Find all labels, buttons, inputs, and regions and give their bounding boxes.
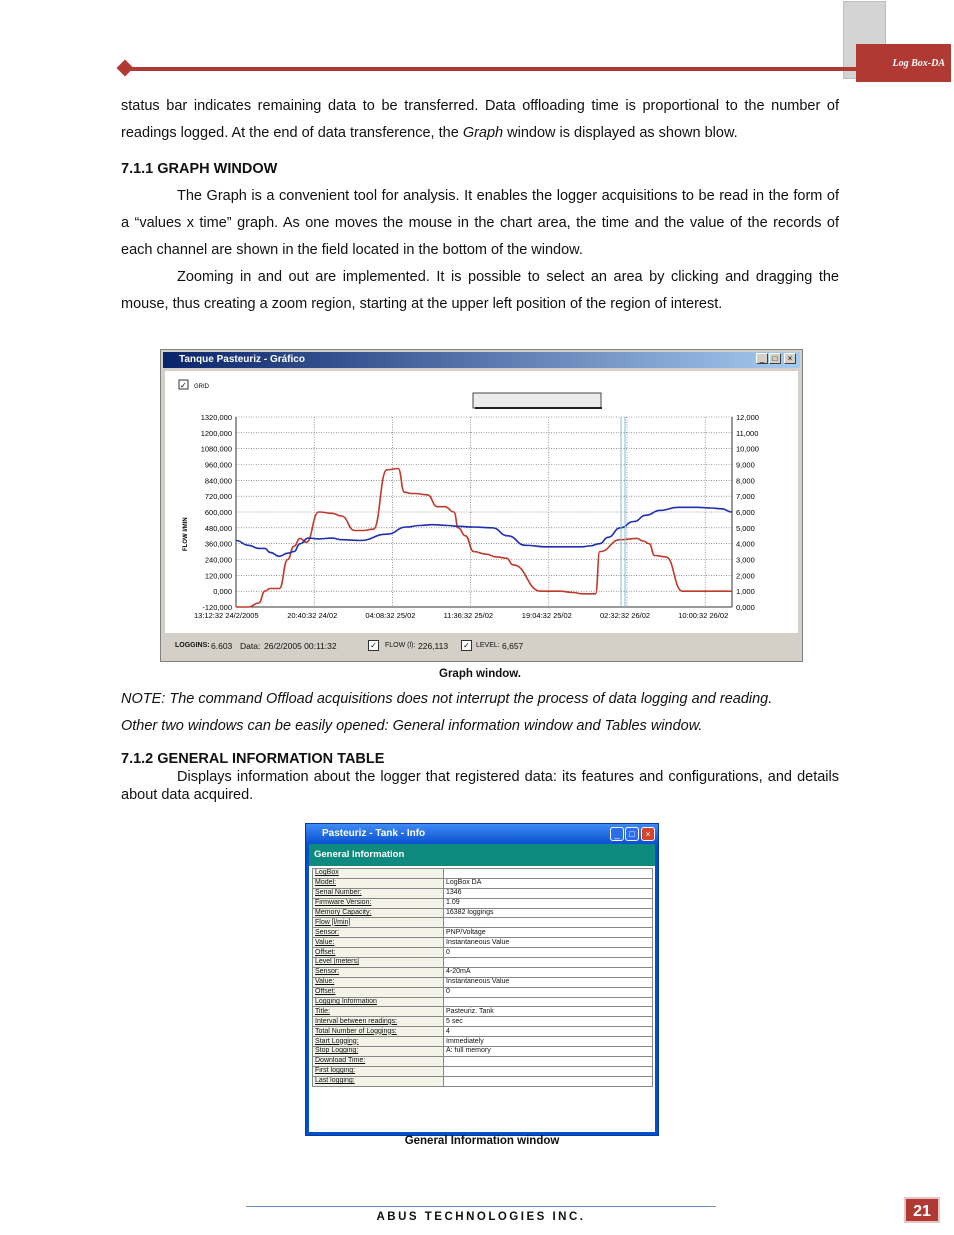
y-tick-label-left: 720,000 [204, 492, 232, 502]
row-value: 4-20mA [444, 967, 653, 977]
series-line-level [236, 507, 732, 556]
row-key: Interval between readings: [313, 1017, 444, 1027]
grid-label: GRID [194, 384, 209, 390]
table-row [313, 1037, 653, 1047]
graph-status-bar [165, 635, 798, 657]
graph-window [160, 349, 803, 662]
y-tick-label-left: 840,000 [204, 476, 232, 486]
row-value [444, 958, 653, 968]
y-tick-label-left: 1200,000 [200, 428, 232, 438]
row-key: Offset: [313, 948, 444, 958]
y-tick-label-right: 0,000 [736, 603, 755, 612]
page-number: 21 [904, 1197, 940, 1223]
x-tick-label: 19:04:32 25/02 [521, 611, 572, 620]
level-checkbox[interactable]: ✓ [461, 640, 472, 651]
intro-text: status bar indicates remaining data to be transferred. Data offloading time is proportional to the number of readings logged. At the end of data transference, the [121, 98, 839, 141]
y-tick-label-right: 9,000 [736, 460, 755, 470]
window-title: Tanque Pasteuriz - Gráfico [179, 354, 305, 365]
table-row [313, 1066, 653, 1076]
table-row [313, 869, 653, 879]
info-section-header: General Information [309, 844, 655, 866]
note-line-1: NOTE: The command Offload acquisitions does not interrupt the process of data logging and reading. [121, 691, 773, 707]
y-tick-label-left: 0,000 [213, 587, 232, 597]
row-value [444, 1066, 653, 1076]
footer-rule [246, 1206, 716, 1207]
y-tick-label-left: 480,000 [204, 523, 232, 533]
graph-caption: Graph window. [439, 668, 521, 680]
maximize-button[interactable]: □ [769, 353, 781, 364]
minimize-button[interactable]: _ [610, 827, 624, 841]
y-tick-label-left: 960,000 [204, 460, 232, 470]
info-caption: General Information window [404, 1135, 560, 1147]
intro-paragraph [121, 93, 839, 147]
table-row [313, 1017, 653, 1027]
table-row [313, 977, 653, 987]
row-key: Model: [313, 878, 444, 888]
data-label: Data: [240, 641, 261, 651]
x-tick-label: 04:08:32 25/02 [365, 611, 416, 620]
flow-checkbox[interactable]: ✓ [368, 640, 379, 651]
y-tick-label-left: 1320,000 [200, 413, 232, 422]
table-row [313, 1056, 653, 1066]
y-tick-label-right: 10,000 [736, 444, 759, 454]
row-value: 5 sec [444, 1017, 653, 1027]
info-window [305, 823, 659, 1136]
row-key: Stop Logging: [313, 1047, 444, 1057]
row-value [444, 869, 653, 879]
row-key: LogBox [313, 869, 444, 879]
loggins-value: 6.603 [211, 641, 233, 651]
value-readout-box [473, 393, 601, 408]
y-tick-label-left: 360,000 [204, 539, 232, 549]
row-key: Title: [313, 1007, 444, 1017]
footer-company: ABUS TECHNOLOGIES INC. [376, 1211, 586, 1223]
y-tick-label-right: 4,000 [736, 539, 755, 549]
x-tick-label: 13:12:32 24/2/2005 [194, 611, 259, 620]
row-key: Flow [l/min] [313, 918, 444, 928]
y-tick-label-left: 600,000 [204, 508, 232, 517]
y-tick-label-right: 8,000 [736, 476, 755, 486]
row-value [444, 997, 653, 1007]
table-row [313, 987, 653, 997]
x-tick-label: 10:00:32 26/02 [678, 611, 729, 620]
brand-label: Log Box-DA [856, 44, 951, 82]
row-key: Value: [313, 977, 444, 987]
row-value [444, 918, 653, 928]
row-key: Firmware Version: [313, 898, 444, 908]
info-window-titlebar[interactable] [306, 824, 658, 844]
table-row [313, 898, 653, 908]
level-label: LEVEL: [476, 642, 500, 649]
y-tick-label-left: 120,000 [204, 571, 232, 581]
line-chart[interactable] [165, 371, 798, 633]
intro-tail: window is displayed as shown blow. [503, 125, 738, 141]
y-tick-label-left: 1080,000 [200, 444, 232, 454]
row-value: 1346 [444, 888, 653, 898]
flow-value: 226,113 [418, 641, 449, 651]
y-tick-label-right: 3,000 [736, 555, 755, 565]
table-row [313, 918, 653, 928]
maximize-button[interactable]: □ [625, 827, 639, 841]
section-heading-info: 7.1.2 GENERAL INFORMATION TABLE [121, 751, 385, 767]
y-tick-label-right: 11,000 [736, 428, 759, 438]
row-value: 1.09 [444, 898, 653, 908]
row-key: Sensor: [313, 928, 444, 938]
checkmark-icon: ✓ [180, 381, 187, 390]
note-line-2: Other two windows can be easily opened: General information window and Tables window. [121, 718, 703, 734]
row-value: Instantaneous Value [444, 977, 653, 987]
row-key: Level [meters] [313, 958, 444, 968]
intro-italic: Graph [462, 125, 504, 141]
row-key: Serial Number: [313, 888, 444, 898]
table-row [313, 1076, 653, 1086]
graph-area [165, 371, 798, 633]
row-value: 0 [444, 987, 653, 997]
chart-grid [236, 417, 732, 607]
info-paragraph: Displays information about the logger that registered data: its features and configurations, and details about data acquired. [121, 769, 839, 803]
y-tick-label-right: 5,000 [736, 523, 755, 533]
info-content [309, 844, 655, 1132]
table-row [313, 938, 653, 948]
loggins-label: LOGGINS: [175, 642, 210, 649]
y-tick-label-right: 2,000 [736, 571, 755, 581]
row-value: Instantaneous Value [444, 938, 653, 948]
y-axis-title: FLOW l/MIN [183, 517, 189, 551]
y-tick-label-left: 240,000 [204, 555, 232, 565]
y-tick-label-left: -120,000 [202, 603, 232, 612]
y-tick-label-right: 12,000 [736, 413, 759, 422]
close-button[interactable]: × [641, 827, 655, 841]
table-row [313, 928, 653, 938]
row-key: First logging: [313, 1066, 444, 1076]
header-rule [124, 67, 856, 71]
info-table [312, 868, 653, 1087]
table-row [313, 1027, 653, 1037]
row-value: Pasteuriz. Tank [444, 1007, 653, 1017]
y-tick-label-right: 6,000 [736, 508, 755, 517]
diamond-marker-icon [117, 60, 134, 77]
row-value: 4 [444, 1027, 653, 1037]
section-heading-graph: 7.1.1 GRAPH WINDOW [121, 161, 278, 177]
graph-paragraph-2: Zooming in and out are implemented. It is possible to select an area by clicking and dragging the mouse, thus creating a zoom region, starting at the upper left position of the region of interest. [121, 269, 839, 312]
row-value: PNP/Voltage [444, 928, 653, 938]
row-key: Sensor: [313, 967, 444, 977]
table-row [313, 997, 653, 1007]
row-key: Start Logging: [313, 1037, 444, 1047]
x-tick-label: 02:32:32 26/02 [600, 611, 651, 620]
y-tick-label-right: 7,000 [736, 492, 755, 502]
y-tick-label-right: 1,000 [736, 587, 755, 597]
row-value [444, 1076, 653, 1086]
table-row [313, 1007, 653, 1017]
table-row [313, 958, 653, 968]
graph-window-titlebar[interactable] [163, 352, 800, 368]
row-value: 16382 loggings [444, 908, 653, 918]
flow-label: FLOW (l): [385, 642, 416, 649]
x-tick-label: 11:36:32 25/02 [443, 611, 494, 620]
row-key: Last logging: [313, 1076, 444, 1086]
row-value [444, 1056, 653, 1066]
row-key: Download Time: [313, 1056, 444, 1066]
row-value: Immediately [444, 1037, 653, 1047]
row-key: Logging Information [313, 997, 444, 1007]
row-key: Offset: [313, 987, 444, 997]
minimize-button[interactable]: _ [756, 353, 768, 364]
table-row [313, 967, 653, 977]
row-value: A: full memory [444, 1047, 653, 1057]
table-row [313, 908, 653, 918]
table-row [313, 948, 653, 958]
data-value: 26/2/2005 00:11:32 [264, 641, 337, 651]
row-key: Memory Capacity: [313, 908, 444, 918]
close-button[interactable]: × [784, 353, 796, 364]
level-value: 6,657 [502, 641, 524, 651]
graph-paragraph-1: The Graph is a convenient tool for analysis. It enables the logger acquisitions to be read in the form of a “values x time” graph. As one moves the mouse in the chart area, the time and the value of the records of each channel are shown in the field located in the bottom of the window. [121, 188, 839, 258]
row-key: Total Number of Loggings: [313, 1027, 444, 1037]
table-row [313, 888, 653, 898]
table-row [313, 1047, 653, 1057]
row-value: 0 [444, 948, 653, 958]
row-value: LogBox DA [444, 878, 653, 888]
window-title: Pasteuriz - Tank - Info [322, 828, 426, 839]
row-key: Value: [313, 938, 444, 948]
chart-series [236, 469, 732, 608]
table-row [313, 878, 653, 888]
x-tick-label: 20:40:32 24/02 [287, 611, 338, 620]
